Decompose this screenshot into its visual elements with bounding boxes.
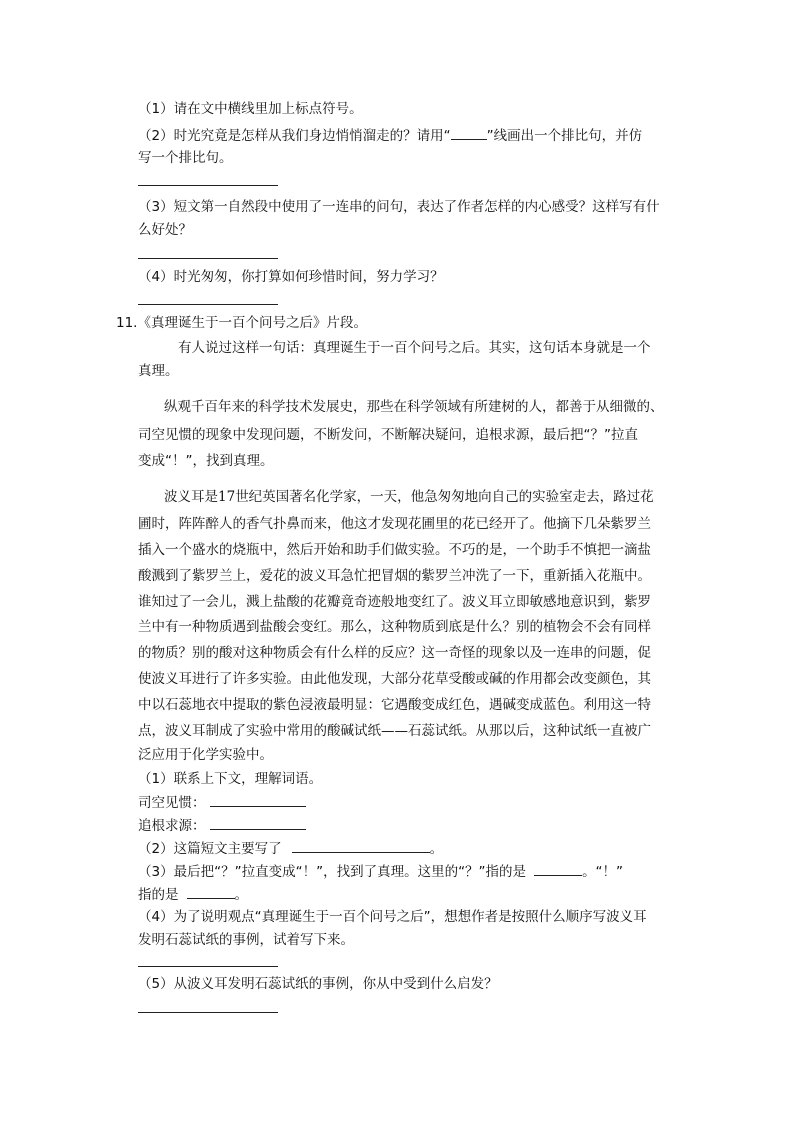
q11-p3-line7: 的物质？别的酸对这种物质会有什么样的反应？这一奇怪的现象以及一连串的问题，促 [138,645,651,661]
q10-sub2-line1 [138,126,642,145]
q11-p3-line4: 酸溅到了紫罗兰上，爱花的波义耳急忙把冒烟的紫罗兰冲洗了一下，重新插入花瓶中。 [138,568,651,584]
answer-blank-question-mark[interactable] [534,862,582,876]
answer-blank-summary[interactable] [292,839,430,853]
q11-sub3-line1 [138,862,623,881]
q11-p3-text-a: 波义耳是 [164,489,218,505]
answer-line-q10-4[interactable] [138,304,278,305]
q11-title: 11.《真理诞生于一百个问号之后》片段。 [116,315,367,331]
q11-sub2-text: （2）这篇短文主要写了 [138,841,282,857]
q11-term1-label: 司空见惯： [138,795,206,811]
q11-sub4-line2: 发明石蕊试纸的事例，试着写下来。 [138,932,354,948]
answer-blank-exclamation[interactable] [187,885,235,899]
q11-sub2-period: 。 [429,841,444,857]
answer-line-q11-5[interactable] [138,1012,278,1013]
q11-sub3-text-b: 。“！” [582,864,624,880]
q11-sub4-line1: （4）为了说明观点“真理诞生于一百个问号之后”，想想作者是按照什么顺序写波义耳 [138,909,647,925]
q11-p3-line10: 点，波义耳制成了实验中常用的酸碱试纸——石蕊试纸。从那以后，这种试纸一直被广 [138,723,651,739]
q11-p2-line3: 变成“！”，找到真理。 [138,453,274,469]
answer-blank-term1[interactable] [210,793,306,807]
q11-sub3-l2-period: 。 [234,887,248,903]
q11-p3-line8: 使波义耳进行了许多实验。由此他发现，大部分花草受酸或碱的作用都会改变颜色，其 [138,671,651,687]
q11-p3-century-number: 17 [218,489,236,505]
q11-p1-line2: 真理。 [138,363,179,379]
q11-sub3-text-a: （3）最后把“？”拉直变成“！”，找到了真理。这里的“？”指的是 [138,864,527,880]
q11-sub5: （5）从波义耳发明石蕊试纸的事例，你从中受到什么启发？ [138,976,498,992]
q11-p3-line2: 圃时，阵阵醉人的香气扑鼻而来，他这才发现花圃里的花已经开了。他摘下几朵紫罗兰 [138,516,651,532]
q11-term1-row [138,793,306,812]
q11-sub1: （1）联系上下文，理解词语。 [138,771,323,787]
answer-blank-term2[interactable] [210,816,306,830]
q11-p3-line6: 兰中有一种物质遇到盐酸会变红。那么，这种物质到底是什么？别的植物会不会有同样 [138,619,651,635]
q11-p3-line5: 谁知过了一会儿，溅上盐酸的花瓣竟奇迹般地变红了。波义耳立即敏感地意识到，紫罗 [138,594,651,610]
q10-sub2-underline-marker [451,126,487,140]
q11-sub3-l2-text: 指的是 [138,887,179,903]
q10-sub4: （4）时光匆匆，你打算如何珍惜时间，努力学习？ [138,269,444,285]
q10-sub2-line2: 写一个排比句。 [138,150,233,166]
q10-sub2-text-b: ”线画出一个排比句，并仿 [486,128,643,144]
q11-term2-label: 追根求源： [138,818,206,834]
q10-sub1: （1）请在文中横线里加上标点符号。 [138,101,363,117]
q11-p1-line1: 有人说过这样一句话：真理诞生于一百个问号之后。其实，这句话本身就是一个 [178,340,651,356]
q10-sub2-text-a: （2）时光究竟是怎样从我们身边悄悄溜走的？请用“ [138,128,451,144]
q11-p2-line2: 司空见惯的现象中发现问题，不断发问，不断解决疑问，追根求源，最后把“？”拉直 [138,427,638,443]
q11-sub2-row [138,839,443,858]
q10-sub3-line2: 么好处？ [138,222,192,238]
q11-p3-line3: 插入一个盛水的烧瓶中，然后开始和助手们做实验。不巧的是，一个助手不慎把一滴盐 [138,542,651,558]
q11-sub3-line2 [138,885,248,904]
answer-line-q10-2[interactable] [138,185,278,186]
q11-term2-row [138,816,306,835]
answer-line-q10-3[interactable] [138,258,278,259]
q11-p3-line9: 中以石蕊地衣中提取的紫色浸液最明显：它遇酸变成红色，遇碱变成蓝色。利用这一特 [138,697,651,713]
answer-line-q11-4[interactable] [138,966,278,967]
q11-p3-text-b: 世纪英国著名化学家，一天，他急匆匆地向自己的实验室走去，路过花 [235,489,654,505]
q11-p3-line1 [164,488,654,506]
q10-sub3-line1: （3）短文第一自然段中使用了一连串的问句，表达了作者怎样的内心感受？这样写有什 [138,199,660,215]
q11-p3-line11: 泛应用于化学实验中。 [138,747,273,763]
q11-p2-line1: 纵观千百年来的科学技术发展史，那些在科学领域有所建树的人，都善于从细微的、 [164,399,664,415]
